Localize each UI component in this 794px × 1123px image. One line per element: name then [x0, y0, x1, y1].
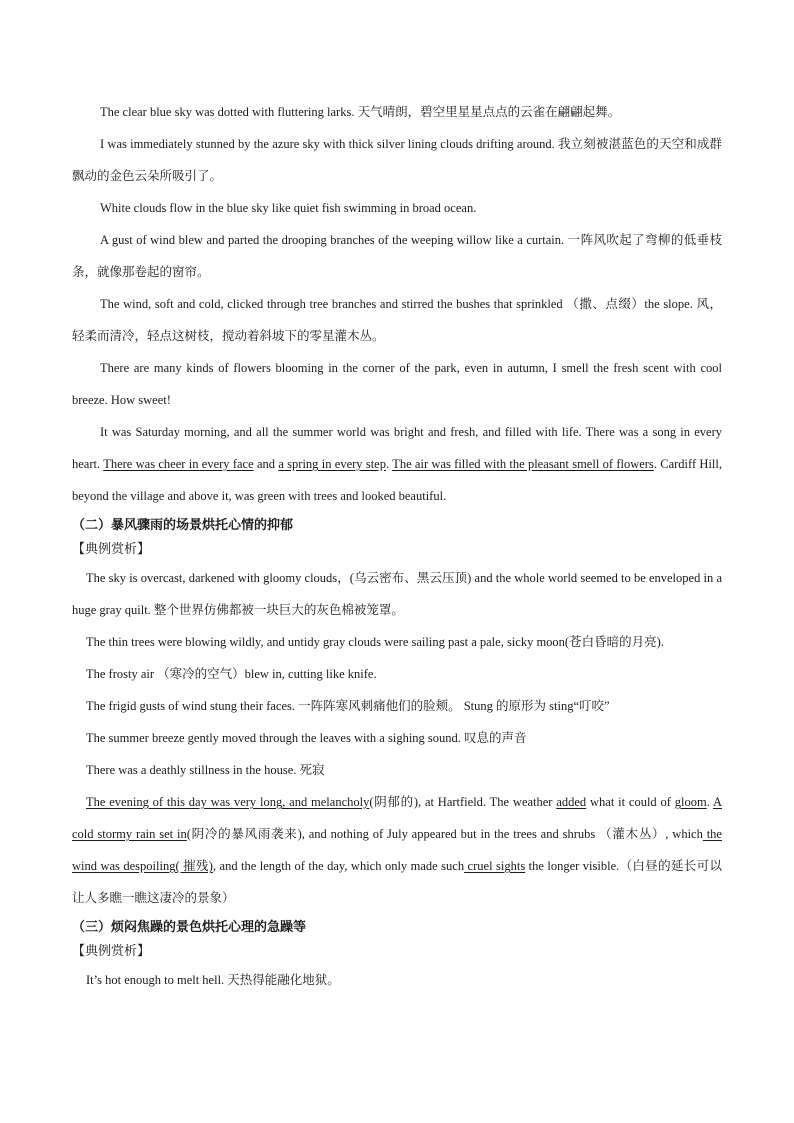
section-heading: （二）暴风骤雨的场景烘托心情的抑郁	[72, 518, 294, 533]
paragraph: The sky is overcast, darkened with gloomy clouds，(乌云密布、黑云压顶) and the whole world seemed to be enveloped in a huge gray quilt. 整个世界仿佛都被一块巨大的灰色棉被笼罩。	[72, 571, 722, 617]
paragraph: There are many kinds of flowers blooming in the corner of the park, even in autumn, I smell the fresh scent with cool breeze. How sweet!	[72, 361, 722, 407]
paragraph: A gust of wind blew and parted the drooping branches of the weeping willow like a curtain. 一阵风吹起了弯柳的低垂枝条，就像那卷起的窗帘。	[72, 233, 722, 279]
underlined-phrase: The air was filled with the pleasant smell of flowers	[392, 457, 654, 471]
underlined-phrase: added	[556, 795, 587, 809]
paragraph: The clear blue sky was dotted with fluttering larks. 天气晴朗，碧空里星星点点的云雀在翩翩起舞。	[100, 105, 621, 119]
example-tag: 【典例赏析】	[72, 944, 151, 959]
text-run: the longer visible.（白昼的延长可以让人多瞧一瞧这凄冷的景象）	[72, 859, 722, 905]
paragraph: I was immediately stunned by the azure sky with thick silver lining clouds drifting around. 我立刻被湛蓝色的天空和成群飘动的金色云朵所吸引了。	[72, 137, 722, 183]
paragraph: The wind, soft and cold, clicked through tree branches and stirred the bushes that sprinkled （撒、点缀）the slope. 风，轻柔而清冷，轻点这树枝，搅动着斜坡下的零星灌木丛。	[72, 297, 722, 343]
document-page	[72, 96, 722, 996]
text-run: .	[706, 795, 713, 809]
text-run: (阴冷的暴风雨袭来), and nothing of July appeared but in the trees and shrubs （灌木丛）, which	[186, 827, 703, 841]
underlined-phrase: a spring in every step	[278, 457, 386, 471]
section-heading: （三）烦闷焦躁的景色烘托心理的急躁等	[72, 920, 307, 935]
example-tag: 【典例赏析】	[72, 542, 151, 557]
underlined-phrase: There was cheer in every face	[103, 457, 254, 471]
paragraph: The frigid gusts of wind stung their faces. 一阵阵寒风刺痛他们的脸颊。 Stung 的原形为 sting“叮咬”	[86, 699, 610, 713]
text-run: and	[253, 457, 279, 471]
text-run: what it could of	[586, 795, 675, 809]
paragraph	[72, 786, 722, 914]
text-run: .	[385, 457, 393, 471]
text-run: It was Saturday morning, and all the summer world was bright and fresh, and filled with life. There was a song in every heart.	[72, 425, 722, 471]
paragraph: White clouds flow in the blue sky like quiet fish swimming in broad ocean.	[100, 201, 477, 215]
text-run: (阴郁的), at Hartfield. The weather	[369, 795, 557, 809]
text-run: , and the length of the day, which only made such	[212, 859, 465, 873]
underlined-phrase: A cold stormy rain set in	[72, 795, 722, 841]
paragraph	[72, 416, 722, 512]
underlined-phrase: The evening of this day was very long, and melancholy	[86, 795, 370, 809]
underlined-phrase: the wind was despoiling( 摧残)	[72, 827, 722, 873]
paragraph: There was a deathly stillness in the house. 死寂	[86, 763, 325, 777]
underlined-phrase: gloom	[674, 795, 707, 809]
paragraph: The summer breeze gently moved through the leaves with a sighing sound. 叹息的声音	[86, 731, 527, 745]
text-run: . Cardiff Hill, beyond the village and above it, was green with trees and looked beautiful.	[72, 457, 722, 503]
paragraph: The frosty air （寒冷的空气）blew in, cutting like knife.	[86, 667, 377, 681]
underlined-phrase: cruel sights	[464, 859, 526, 873]
paragraph: It’s hot enough to melt hell. 天热得能融化地狱。	[86, 973, 340, 987]
paragraph: The thin trees were blowing wildly, and untidy gray clouds were sailing past a pale, sicky moon(苍白昏暗的月亮).	[86, 635, 664, 649]
